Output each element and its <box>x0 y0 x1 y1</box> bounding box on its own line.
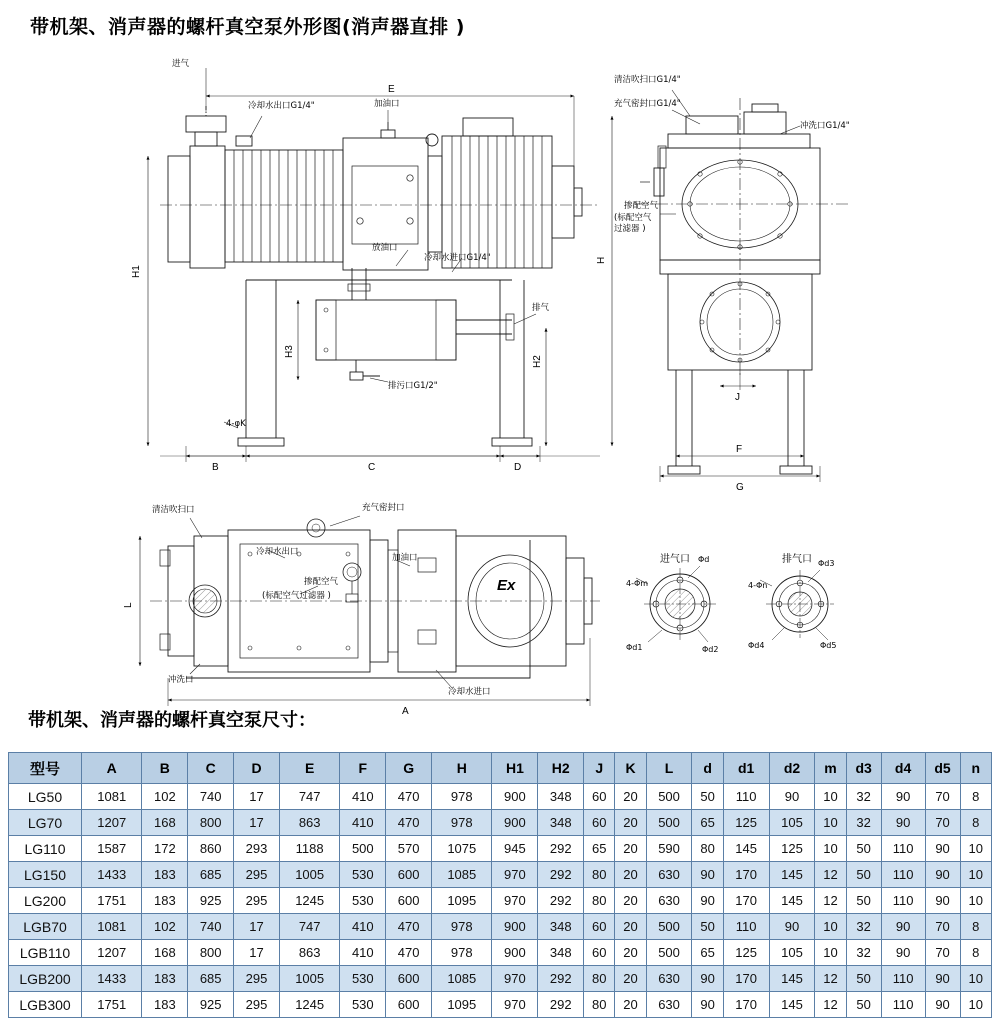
cell-L: 500 <box>646 940 692 966</box>
cell-B: 102 <box>142 914 188 940</box>
ex-mark: Ex <box>497 577 516 594</box>
cell-model: LGB300 <box>9 992 82 1018</box>
label-gas-seal: 充气密封口G1/4" <box>614 99 681 109</box>
cell-d: 90 <box>692 862 723 888</box>
label-flush-port-2: 冲洗口 <box>168 675 194 685</box>
cell-F: 530 <box>340 862 386 888</box>
cell-H: 1075 <box>432 836 492 862</box>
cell-H2: 348 <box>538 940 584 966</box>
cell-L: 630 <box>646 992 692 1018</box>
cell-G: 470 <box>386 810 432 836</box>
cell-d1: 125 <box>723 810 769 836</box>
cell-G: 470 <box>386 914 432 940</box>
dim-H2: H2 <box>532 355 543 368</box>
cell-B: 183 <box>142 862 188 888</box>
cell-model: LG70 <box>9 810 82 836</box>
label-gas-ballast-2: 掺配空气 <box>304 577 339 587</box>
cell-K: 20 <box>615 940 646 966</box>
cell-H1: 900 <box>492 940 538 966</box>
cell-d2: 145 <box>769 966 815 992</box>
cell-B: 168 <box>142 810 188 836</box>
cell-m: 10 <box>815 810 846 836</box>
cell-K: 20 <box>615 914 646 940</box>
cell-m: 10 <box>815 836 846 862</box>
label-gas-ballast-note-1: (标配空气 <box>614 213 652 223</box>
cell-G: 600 <box>386 992 432 1018</box>
cell-d: 90 <box>692 966 723 992</box>
label-exhaust: 排气 <box>532 303 550 313</box>
cell-F: 530 <box>340 992 386 1018</box>
cell-d3: 32 <box>846 940 881 966</box>
cell-H: 978 <box>432 810 492 836</box>
cell-H: 978 <box>432 940 492 966</box>
cell-D: 17 <box>234 784 280 810</box>
cell-B: 102 <box>142 784 188 810</box>
label-gas-ballast-note-3: (标配空气过滤器 ) <box>262 591 331 601</box>
label-cooling-water-in: 冷却水进口G1/4" <box>424 253 491 263</box>
cell-G: 570 <box>386 836 432 862</box>
technical-drawing <box>0 38 1000 717</box>
cell-H1: 900 <box>492 810 538 836</box>
cell-n: 10 <box>960 992 991 1018</box>
cell-L: 500 <box>646 810 692 836</box>
cell-d4: 90 <box>881 940 925 966</box>
dim-J: J <box>735 392 740 403</box>
cell-K: 20 <box>615 862 646 888</box>
cell-C: 740 <box>188 784 234 810</box>
cell-E: 747 <box>279 784 339 810</box>
label-oil-fill: 加油口 <box>374 99 400 109</box>
cell-d5: 70 <box>925 914 960 940</box>
cell-D: 295 <box>234 888 280 914</box>
label-inlet-d: Φd <box>698 555 710 564</box>
dim-E: E <box>388 84 395 95</box>
cell-B: 183 <box>142 888 188 914</box>
cell-H1: 900 <box>492 784 538 810</box>
cell-d5: 90 <box>925 862 960 888</box>
col-header-d2: d2 <box>769 753 815 784</box>
cell-L: 630 <box>646 862 692 888</box>
cell-A: 1207 <box>82 810 142 836</box>
cell-d4: 90 <box>881 784 925 810</box>
label-gas-ballast: 掺配空气 <box>624 201 659 211</box>
col-header-d1: d1 <box>723 753 769 784</box>
label-cooling-water-out-2: 冷却水出口 <box>256 547 299 557</box>
cell-J: 60 <box>584 940 615 966</box>
cell-m: 10 <box>815 914 846 940</box>
table-row <box>9 914 992 940</box>
cell-C: 740 <box>188 914 234 940</box>
dim-G: G <box>736 482 744 493</box>
cell-G: 470 <box>386 940 432 966</box>
cell-G: 600 <box>386 862 432 888</box>
col-header-d3: d3 <box>846 753 881 784</box>
cell-m: 12 <box>815 862 846 888</box>
cell-d1: 110 <box>723 784 769 810</box>
cell-F: 410 <box>340 784 386 810</box>
col-header-L: L <box>646 753 692 784</box>
cell-d1: 170 <box>723 888 769 914</box>
cell-A: 1751 <box>82 888 142 914</box>
cell-H2: 348 <box>538 810 584 836</box>
table-row <box>9 940 992 966</box>
col-header-B: B <box>142 753 188 784</box>
col-header-m: m <box>815 753 846 784</box>
cell-d1: 170 <box>723 966 769 992</box>
label-oil-fill-2: 加油口 <box>392 553 418 563</box>
cell-H: 1085 <box>432 862 492 888</box>
cell-d: 50 <box>692 914 723 940</box>
dimensions-table <box>8 752 992 1018</box>
cell-E: 1245 <box>279 992 339 1018</box>
cell-A: 1207 <box>82 940 142 966</box>
cell-m: 10 <box>815 784 846 810</box>
cell-L: 500 <box>646 914 692 940</box>
cell-H: 1085 <box>432 966 492 992</box>
cell-n: 8 <box>960 784 991 810</box>
cell-d2: 105 <box>769 940 815 966</box>
cell-D: 295 <box>234 966 280 992</box>
col-header-d: d <box>692 753 723 784</box>
dim-L: L <box>123 602 134 608</box>
cell-B: 172 <box>142 836 188 862</box>
label-exhaust-d4: Φd4 <box>748 641 765 650</box>
cell-d5: 90 <box>925 992 960 1018</box>
label-exhaust-flange: 排气口 <box>782 554 812 565</box>
cell-d1: 125 <box>723 940 769 966</box>
cell-C: 685 <box>188 862 234 888</box>
cell-n: 10 <box>960 966 991 992</box>
cell-d4: 110 <box>881 836 925 862</box>
label-cooling-water-out: 冷却水出口G1/4" <box>248 101 315 111</box>
cell-F: 410 <box>340 810 386 836</box>
table-title: 带机架、消声器的螺杆真空泵尺寸： <box>28 710 316 731</box>
cell-d: 90 <box>692 992 723 1018</box>
cell-d3: 32 <box>846 784 881 810</box>
cell-m: 12 <box>815 992 846 1018</box>
cell-n: 8 <box>960 940 991 966</box>
col-header-K: K <box>615 753 646 784</box>
cell-D: 295 <box>234 992 280 1018</box>
cell-F: 410 <box>340 940 386 966</box>
col-header-F: F <box>340 753 386 784</box>
cell-C: 800 <box>188 810 234 836</box>
cell-model: LG200 <box>9 888 82 914</box>
cell-J: 80 <box>584 966 615 992</box>
cell-d5: 70 <box>925 940 960 966</box>
label-gas-seal-2: 充气密封口 <box>362 503 405 513</box>
cell-model: LGB110 <box>9 940 82 966</box>
label-holes: 4-φK <box>226 419 246 429</box>
cell-C: 860 <box>188 836 234 862</box>
col-header-D: D <box>234 753 280 784</box>
label-inlet-d2: Φd2 <box>702 645 719 654</box>
cell-E: 1005 <box>279 966 339 992</box>
cell-K: 20 <box>615 836 646 862</box>
cell-A: 1587 <box>82 836 142 862</box>
cell-L: 590 <box>646 836 692 862</box>
table-body <box>9 784 992 1018</box>
col-header-d5: d5 <box>925 753 960 784</box>
cell-G: 470 <box>386 784 432 810</box>
col-header-J: J <box>584 753 615 784</box>
cell-d3: 50 <box>846 966 881 992</box>
cell-B: 183 <box>142 966 188 992</box>
cell-J: 80 <box>584 862 615 888</box>
label-inlet-d1: Φd1 <box>626 643 643 652</box>
cell-H1: 900 <box>492 914 538 940</box>
cell-J: 80 <box>584 992 615 1018</box>
dimensions-table-wrap <box>8 752 992 1018</box>
cell-d1: 170 <box>723 992 769 1018</box>
cell-d4: 90 <box>881 914 925 940</box>
cell-F: 500 <box>340 836 386 862</box>
cell-A: 1751 <box>82 992 142 1018</box>
cell-D: 17 <box>234 810 280 836</box>
cell-G: 600 <box>386 888 432 914</box>
table-row <box>9 862 992 888</box>
cell-model: LG50 <box>9 784 82 810</box>
dim-H: H <box>596 256 607 264</box>
cell-K: 20 <box>615 810 646 836</box>
dim-C: C <box>368 462 376 473</box>
cell-H: 978 <box>432 914 492 940</box>
cell-F: 530 <box>340 888 386 914</box>
cell-m: 12 <box>815 966 846 992</box>
cell-D: 293 <box>234 836 280 862</box>
cell-A: 1081 <box>82 784 142 810</box>
cell-model: LGB200 <box>9 966 82 992</box>
cell-L: 630 <box>646 888 692 914</box>
cell-d2: 125 <box>769 836 815 862</box>
cell-J: 60 <box>584 810 615 836</box>
cell-J: 80 <box>584 888 615 914</box>
col-header-C: C <box>188 753 234 784</box>
cell-H1: 970 <box>492 862 538 888</box>
cell-H1: 970 <box>492 966 538 992</box>
cell-L: 630 <box>646 966 692 992</box>
cell-d1: 145 <box>723 836 769 862</box>
cell-D: 17 <box>234 940 280 966</box>
cell-d2: 145 <box>769 862 815 888</box>
cell-H2: 348 <box>538 914 584 940</box>
cell-C: 925 <box>188 888 234 914</box>
cell-H2: 292 <box>538 966 584 992</box>
cell-n: 10 <box>960 862 991 888</box>
cell-J: 60 <box>584 784 615 810</box>
cell-K: 20 <box>615 784 646 810</box>
label-flush-port: 冲洗口G1/4" <box>800 121 850 131</box>
cell-n: 8 <box>960 810 991 836</box>
col-header-H1: H1 <box>492 753 538 784</box>
cell-F: 530 <box>340 966 386 992</box>
page-title: 带机架、消声器的螺杆真空泵外形图(消声器直排 ) <box>30 16 465 38</box>
cell-E: 863 <box>279 940 339 966</box>
cell-E: 1188 <box>279 836 339 862</box>
cell-n: 10 <box>960 836 991 862</box>
cell-B: 183 <box>142 992 188 1018</box>
cell-d1: 110 <box>723 914 769 940</box>
label-inlet: 进气 <box>172 59 190 69</box>
table-row <box>9 836 992 862</box>
cell-E: 863 <box>279 810 339 836</box>
cell-L: 500 <box>646 784 692 810</box>
cell-D: 17 <box>234 914 280 940</box>
cell-H2: 292 <box>538 992 584 1018</box>
label-inlet-holes: 4-Φm <box>626 579 649 588</box>
cell-J: 60 <box>584 914 615 940</box>
label-drain-port: 排污口G1/2" <box>388 381 438 391</box>
dim-A: A <box>402 706 409 717</box>
label-cooling-water-in-2: 冷却水进口 <box>448 687 491 697</box>
col-header-G: G <box>386 753 432 784</box>
cell-d: 80 <box>692 836 723 862</box>
table-row <box>9 992 992 1018</box>
cell-d2: 90 <box>769 914 815 940</box>
cell-H2: 348 <box>538 784 584 810</box>
cell-J: 65 <box>584 836 615 862</box>
cell-d2: 90 <box>769 784 815 810</box>
cell-n: 8 <box>960 914 991 940</box>
cell-d4: 110 <box>881 966 925 992</box>
cell-K: 20 <box>615 992 646 1018</box>
cell-d5: 70 <box>925 784 960 810</box>
cell-C: 685 <box>188 966 234 992</box>
table-row <box>9 888 992 914</box>
cell-K: 20 <box>615 966 646 992</box>
col-header-model: 型号 <box>9 753 82 784</box>
dim-H1: H1 <box>131 265 142 278</box>
label-oil-drain: 放油口 <box>372 243 398 253</box>
dim-D: D <box>514 462 522 473</box>
cell-d3: 50 <box>846 888 881 914</box>
cell-d2: 105 <box>769 810 815 836</box>
cell-H2: 292 <box>538 836 584 862</box>
cell-d3: 32 <box>846 914 881 940</box>
cell-H1: 945 <box>492 836 538 862</box>
cell-A: 1433 <box>82 966 142 992</box>
label-exhaust-d5: Φd5 <box>820 641 837 650</box>
label-gas-ballast-note-2: 过滤器 ) <box>614 224 646 234</box>
cell-d4: 90 <box>881 810 925 836</box>
cell-B: 168 <box>142 940 188 966</box>
cell-H2: 292 <box>538 862 584 888</box>
cell-C: 925 <box>188 992 234 1018</box>
dim-F: F <box>736 444 743 455</box>
table-header-row <box>9 753 992 784</box>
cell-D: 295 <box>234 862 280 888</box>
cell-model: LGB70 <box>9 914 82 940</box>
cell-E: 1005 <box>279 862 339 888</box>
cell-d: 90 <box>692 888 723 914</box>
cell-m: 10 <box>815 940 846 966</box>
cell-H1: 970 <box>492 888 538 914</box>
cell-d3: 32 <box>846 810 881 836</box>
cell-d4: 110 <box>881 992 925 1018</box>
cell-d5: 90 <box>925 836 960 862</box>
cell-d: 50 <box>692 784 723 810</box>
col-header-A: A <box>82 753 142 784</box>
cell-H: 1095 <box>432 992 492 1018</box>
cell-d5: 70 <box>925 810 960 836</box>
cell-d3: 50 <box>846 862 881 888</box>
dim-B: B <box>212 462 219 473</box>
dim-H3: H3 <box>284 345 295 358</box>
cell-H2: 292 <box>538 888 584 914</box>
table-row <box>9 784 992 810</box>
cell-m: 12 <box>815 888 846 914</box>
cell-E: 747 <box>279 914 339 940</box>
col-header-n: n <box>960 753 991 784</box>
cell-A: 1433 <box>82 862 142 888</box>
cell-d1: 170 <box>723 862 769 888</box>
cell-A: 1081 <box>82 914 142 940</box>
cell-d5: 90 <box>925 888 960 914</box>
label-clean-purge-2: 清洁吹扫口 <box>152 505 195 515</box>
label-inlet-flange: 进气口 <box>660 554 690 565</box>
cell-model: LG110 <box>9 836 82 862</box>
table-row <box>9 810 992 836</box>
label-clean-purge: 清洁吹扫口G1/4" <box>614 75 681 85</box>
label-exhaust-holes: 4-Φn <box>748 581 768 590</box>
col-header-E: E <box>279 753 339 784</box>
cell-n: 10 <box>960 888 991 914</box>
cell-d2: 145 <box>769 992 815 1018</box>
cell-d4: 110 <box>881 862 925 888</box>
cell-H1: 970 <box>492 992 538 1018</box>
cell-H: 978 <box>432 784 492 810</box>
cell-d4: 110 <box>881 888 925 914</box>
table-row <box>9 966 992 992</box>
cell-d: 65 <box>692 810 723 836</box>
cell-C: 800 <box>188 940 234 966</box>
col-header-H2: H2 <box>538 753 584 784</box>
cell-H: 1095 <box>432 888 492 914</box>
cell-model: LG150 <box>9 862 82 888</box>
cell-E: 1245 <box>279 888 339 914</box>
cell-d5: 90 <box>925 966 960 992</box>
col-header-H: H <box>432 753 492 784</box>
cell-K: 20 <box>615 888 646 914</box>
label-exhaust-d3: Φd3 <box>818 559 835 568</box>
cell-d3: 50 <box>846 836 881 862</box>
cell-d: 65 <box>692 940 723 966</box>
col-header-d4: d4 <box>881 753 925 784</box>
cell-d3: 50 <box>846 992 881 1018</box>
cell-G: 600 <box>386 966 432 992</box>
cell-F: 410 <box>340 914 386 940</box>
cell-d2: 145 <box>769 888 815 914</box>
